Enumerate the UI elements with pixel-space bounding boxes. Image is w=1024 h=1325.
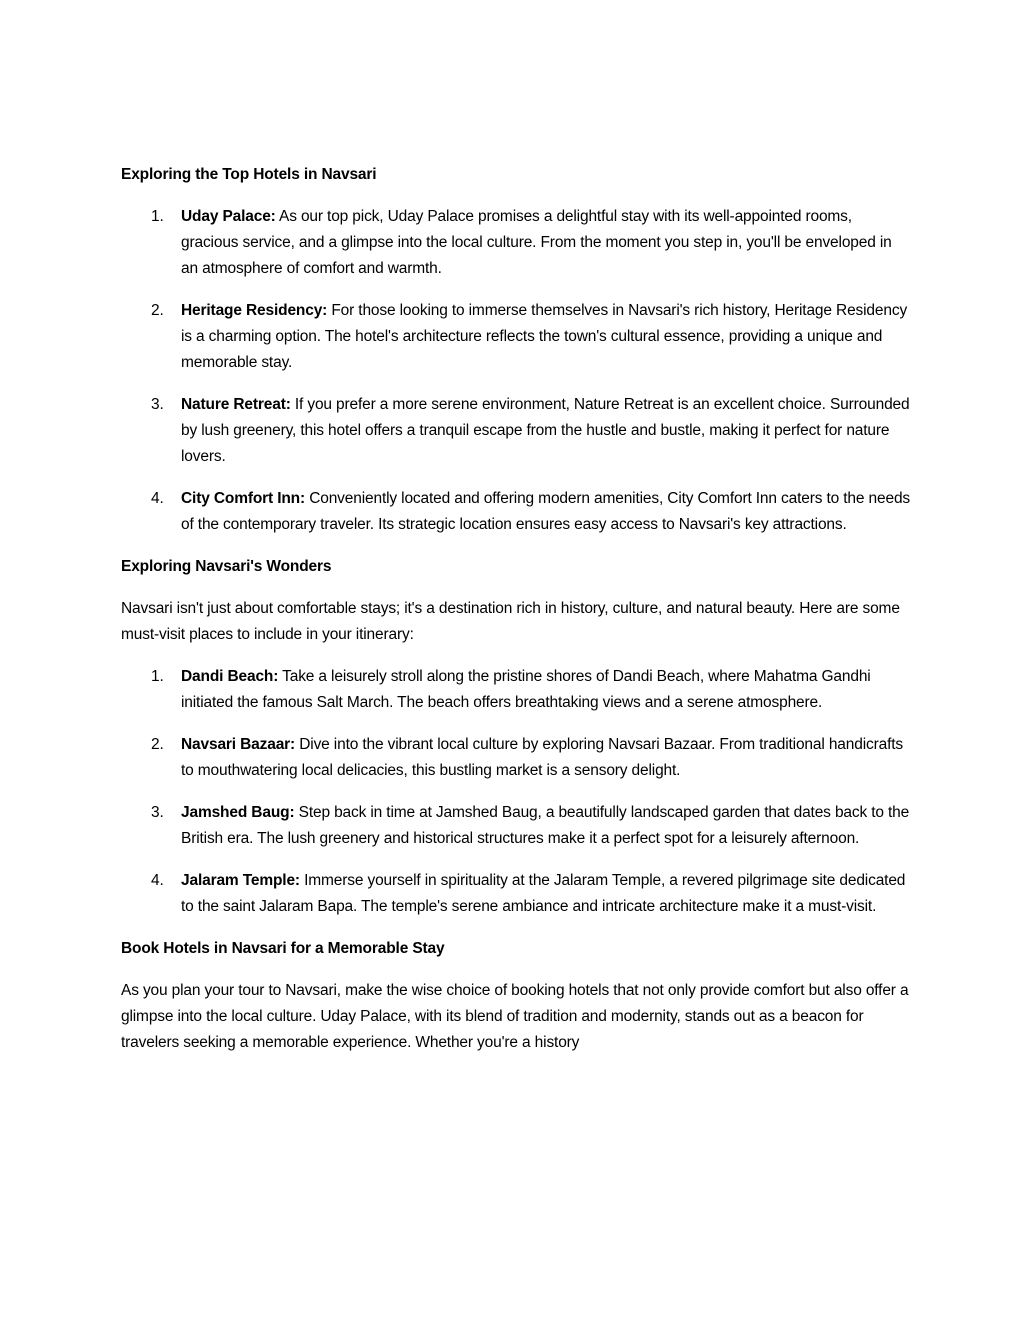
list-item (121, 664, 911, 716)
book-hotels-paragraph: As you plan your tour to Navsari, make the wise choice of booking hotels that not only provide comfort but also offer a glimpse into the local culture. Uday Palace, with its blend of tradition and modernity, stands out as a beacon for travelers seeking a memorable experience. Whether you're a history (121, 982, 909, 1051)
list-number: 2. (151, 736, 164, 753)
list-item (121, 298, 911, 376)
list-item-term: Nature Retreat: (181, 396, 291, 413)
list-number: 3. (151, 396, 164, 413)
list-number: 1. (151, 208, 164, 225)
list-item-term: Heritage Residency: (181, 302, 328, 319)
list-item (121, 732, 911, 784)
list-item-text: If you prefer a more serene environment, Nature Retreat is an excellent choice. Surrounded by lush greenery, this hotel offers a tranquil escape from the hustle and bustle, making it perfect for nature lovers. (181, 396, 910, 465)
list-item (121, 868, 911, 920)
list-item-text: For those looking to immerse themselves in Navsari's rich history, Heritage Residency is a charming option. The hotel's architecture reflects the town's cultural essence, providing a unique and memorable stay. (181, 302, 908, 371)
list-number: 3. (151, 804, 164, 821)
list-item (121, 486, 911, 538)
list-number: 1. (151, 668, 164, 685)
places-list (121, 664, 911, 920)
document-page (121, 162, 911, 1072)
list-item-term: Jalaram Temple: (181, 872, 300, 889)
list-item (121, 800, 911, 852)
section-heading-wonders: Exploring Navsari's Wonders (121, 558, 332, 575)
list-item-text: As our top pick, Uday Palace promises a delightful stay with its well-appointed rooms, gracious service, and a glimpse into the local culture. From the moment you step in, you'll be enveloped in an atmosphere of comfort and warmth. (181, 208, 892, 277)
section-heading-book-hotels: Book Hotels in Navsari for a Memorable Stay (121, 940, 445, 957)
list-item-term: Uday Palace: (181, 208, 276, 225)
list-item-term: Jamshed Baug: (181, 804, 295, 821)
list-number: 4. (151, 490, 164, 507)
list-item-text: Take a leisurely stroll along the pristine shores of Dandi Beach, where Mahatma Gandhi initiated the famous Salt March. The beach offers breathtaking views and a serene atmosphere. (181, 668, 871, 711)
list-item-text: Step back in time at Jamshed Baug, a beautifully landscaped garden that dates back to the British era. The lush greenery and historical structures make it a perfect spot for a leisurely afternoon. (181, 804, 910, 847)
list-number: 4. (151, 872, 164, 889)
list-item-text: Immerse yourself in spirituality at the Jalaram Temple, a revered pilgrimage site dedicated to the saint Jalaram Bapa. The temple's serene ambiance and intricate architecture make it a must-visit. (181, 872, 906, 915)
section-heading-top-hotels: Exploring the Top Hotels in Navsari (121, 166, 377, 183)
list-item (121, 204, 911, 282)
hotel-list (121, 204, 911, 538)
list-item-text: Conveniently located and offering modern amenities, City Comfort Inn caters to the needs of the contemporary traveler. Its strategic location ensures easy access to Navsari's key attractions. (181, 490, 911, 533)
list-item (121, 392, 911, 470)
list-item-term: Dandi Beach: (181, 668, 279, 685)
wonders-intro-paragraph: Navsari isn't just about comfortable stays; it's a destination rich in history, culture, and natural beauty. Here are some must-visit places to include in your itinerary: (121, 600, 900, 643)
list-item-term: Navsari Bazaar: (181, 736, 296, 753)
list-number: 2. (151, 302, 164, 319)
list-item-text: Dive into the vibrant local culture by exploring Navsari Bazaar. From traditional handicrafts to mouthwatering local delicacies, this bustling market is a sensory delight. (181, 736, 903, 779)
list-item-term: City Comfort Inn: (181, 490, 306, 507)
